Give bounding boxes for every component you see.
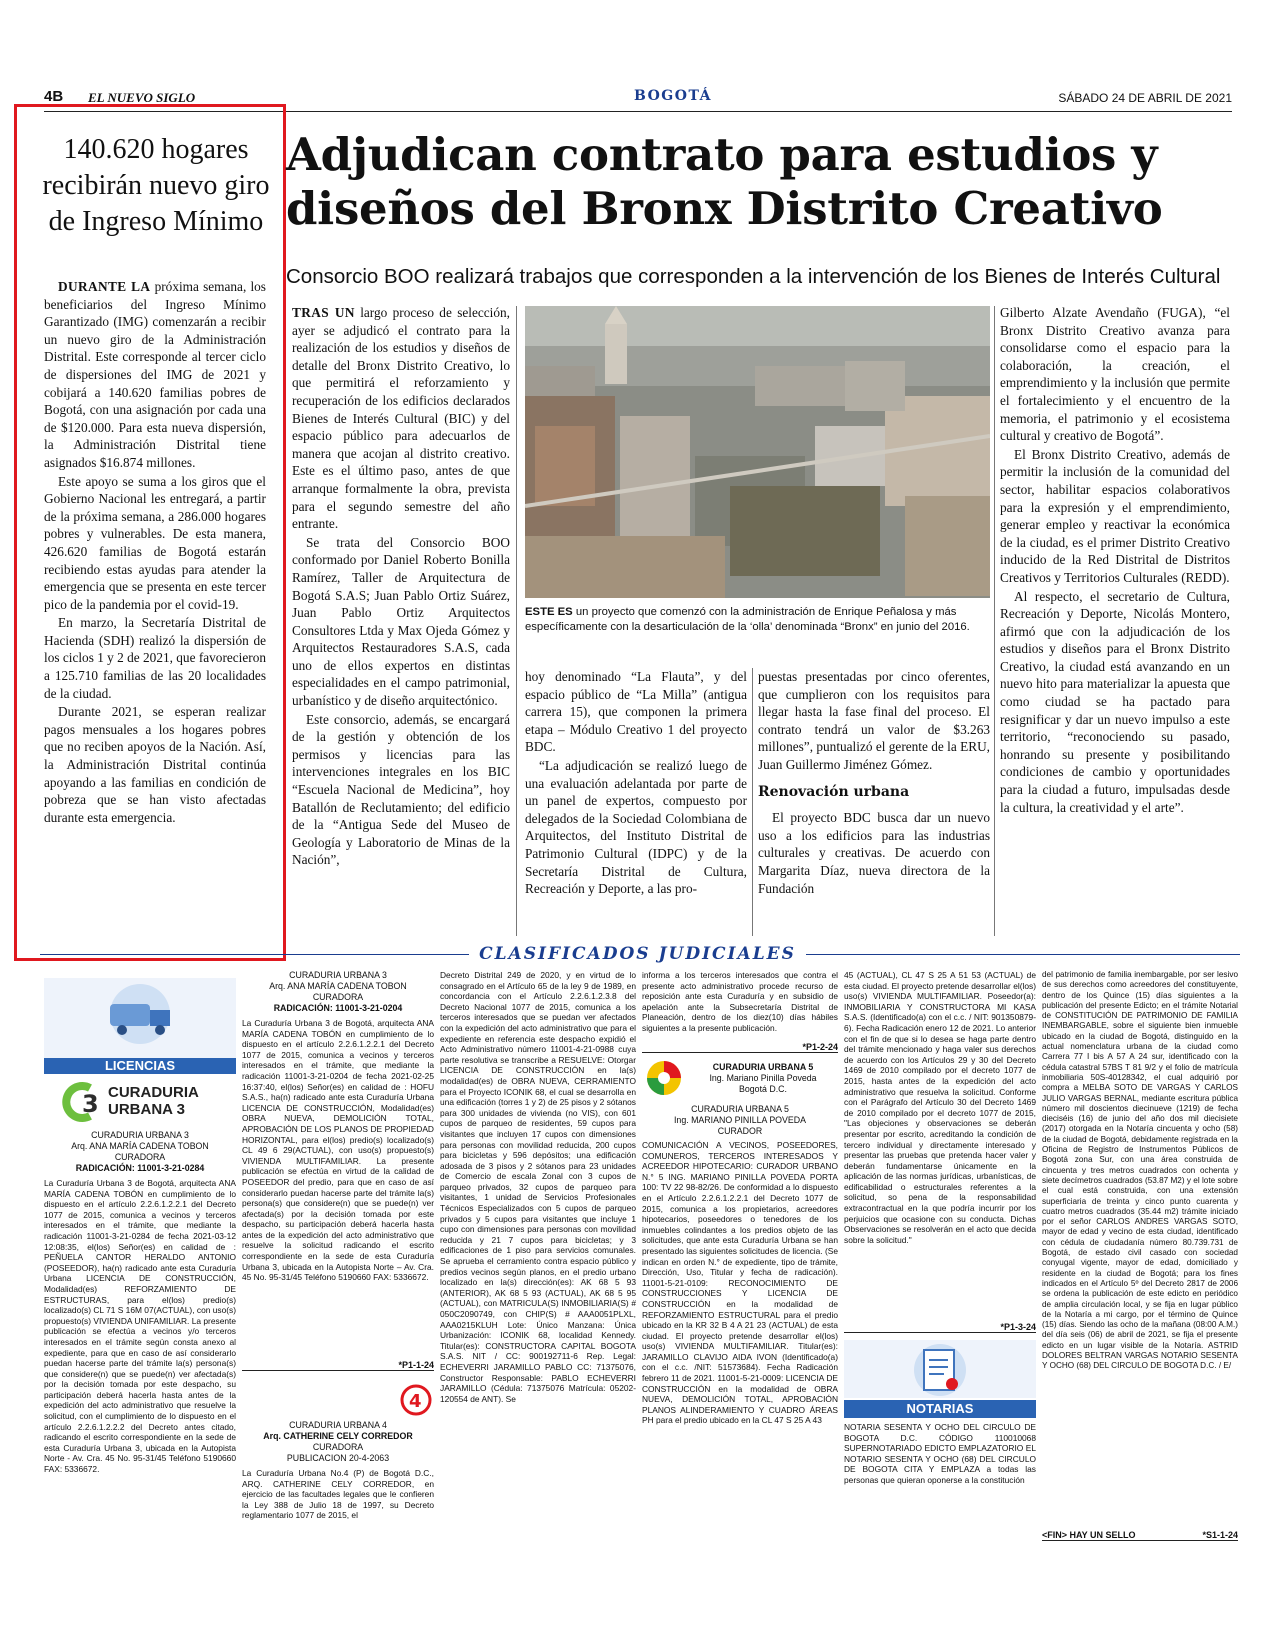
page-number: 4B — [44, 88, 64, 105]
notice-text: Decreto Distrital 249 de 2020, y en virtud de lo consagrado en el Artículo 65 de la ley 9 de 1989, en concordancia con el Artículo 2.2.6.1.2.3.8 del Decreto Nacional 1077 de 2015, comunica a los terceros interesados que se puedan ver afectados con la expedición del acto administrativo que para el expediente en referencia este despacho expidió el Acto Administrativo número 11001-4-21-0988 cuya parte resolutiva se transcribe a RESUELVE: Otorgar LICENCIA DE CONSTRUCCIÓN en la(s) modalidad(es) de OBRA NUEVA, CERRAMIENTO para el Proyecto ICONIK 68, el cual se desarrolla en una edificación (torres 1 y 2) de 25 pisos y 2 sótanos para 300 unidades de vivienda (no VIS), con 601 cupos de parqueo de residentes, 59 cupos para visitantes que incluyen 17 cupos con dimensiones para personas con movilidad reducida, 200 cupos para bicicletas y 596 depósitos; una edificación adosada de 3 pisos y 2 sótanos para 23 unidades de Comercio de escala Zonal con 3 cupos de parqueo privados, 32 cupos de parqueo para visitantes, 1 unidad de Servicios Profesionales Técnicos Especializados con 5 cupos de parqueo privados y 5 cupos para visitantes que incluye 1 cupo con dimensiones para personas con movilidad reducida y 21 7 cupos para bicicletas; y 3 edificaciones de 1 piso para servicios comunales. Se aprueba el cerramiento contra espacio público y predios vecinos según planos, en el predio urbano localizado en la(s) dirección(es): AK 68 5 93 (ANTERIOR), AK 68 5 93 (ACTUAL), AK 68 5 95 (ACTUAL), con MATRICULA(S) INMOBILIARIA(S) # 050C2090749, con CHIP(S) # AAA0051PLXL, AAA0215KLUH Lote: Único Manzana: Única Urbanización: ICONIK 68, localidad Kennedy. Titular(es): CONSTRUCTORA CAPITAL BOGOTA S.A.S. NIT / CC: 900192711-6 Rep. Legal: ECHEVERRI JARAMILLO PABLO CC: 71375076, Constructor Responsable: PABLO ECHEVERRI JARAMILLO (Cédula: 71375076 Matrícula: 05202-120554 de ANT). Se — [440, 970, 636, 1404]
notice-text: del patrimonio de familia inembargable, por ser lesivo de sus derechos como acreedores del constituyente, dentro de los Quince (15) días siguientes a la publicación del presente Edicto; en el trámite Notarial de CONSTITUCIÓN DE PATRIMONIO DE FAMILIA INEMBARGABLE, sobre el siguiente bien inmueble ubicado en la ciudad de Bogotá, distinguido en la actual nomenclatura urbana de la ciudad como Carrera 77 I bis A 57 A 24 sur, identificado con la cédula catastral 57BS T 81 9/2 y el folio de matrícula inmobiliaria 50S-40128342, el cual adquirió por compra a MELBA SOTO DE VARGAS Y CARLOS JULIO VARGAS BERNAL, mediante escritura pública número mil doscientos diecinueve (1219) de fecha dieciséis (16) de junio del año dos mil diecisiete (2017) otorgada en la Notaría cincuenta y ocho (58) de la ciudad de Bogotá, debidamente registrada en la Oficina de Registro de Instrumentos Públicos de Bogotá zona Sur, con una área construida de cincuenta y tres metros cuadrados con ochenta y siete decímetros cuadrados (53.87 M2) y el lote sobre el cual está construida, con una extensión superficiaria de treinta y cinco punto cuarenta y cuatro metros cuadrados (35.44 m2) trámite iniciado por el señor CARLOS ANDRES VARGAS SOTO, mayor de edad y vecino de esta ciudad, identificado con cédula de ciudadanía número 80.739.731 de Bogotá, de estado civil casado con sociedad conyugal vigente, mayor de edad, domiciliado y residente en la ciudad de Bogotá; para los fines indicados en el Artículo 5º del Decreto 2817 de 2006 se ordena la publicación de este edicto en periódico de amplia circulación local, y se fija en lugar público de la Notaría a mi cargo, por el término de Quince (15) días. Siendo las ocho de la mañana (08:00 A.M.) del día seis (06) de abril de 2021, se fija el presente edicto en un lugar visible de la Notaría. ASTRID DOLORES BELTRAN VARGAS NOTARIO SESENTA Y OCHO (68) DEL CIRCULO DE BOGOTA D.C. / E/ — [1042, 970, 1238, 1371]
article-subhead: Renovación urbana — [758, 783, 910, 800]
article-column-3 — [758, 668, 990, 898]
article-paragraph: Al respecto, el secretario de Cultura, Recreación y Deporte, Nicolás Montero, afirmó que con la adjudicación de los estudios y diseños para el Bronx Distrito Creativo, la ciudad está avanzando en un nuevo hito para materializar la apuesta que como ciudad se ha pactado para resignificar y dar un nuevo impulso a este territorio, “reconociendo su pasado, honrando su presente y posibilitando condiciones de cambio y oportunidades para la ciudad a futuro, impulsadas desde la cultura, la creatividad y el arte”. — [1000, 588, 1230, 815]
notarias-banner: NOTARIAS — [844, 1400, 1036, 1418]
notice-text: COMUNICACIÓN A VECINOS, POSEEDORES, COMUNEROS, TERCEROS INTERESADOS Y ACREEDOR HIPOTECARIO: CURADOR URBANO N.° 5 ING. MARIANO PINILLA POVEDA PORTA 100: TV 22 98-82/26. De conformidad a lo dispuesto en el Artículo 2.2.6.1.2.2.1 del Decreto 1077 de 2015, comunica a los propietarios, acreedores hipotecarios, poseedores o tenedores de los inmuebles colindantes a los predios objeto de las solicitudes, que ante esta Curaduría Urbana se han presentado las siguientes solicitudes de licencia. (Se indican en orden N.° de expediente, tipo de trámite, Dirección, Uso, Titular y fecha de radicación). 11001-5-21-0109: RECONOCIMIENTO DE CONSTRUCCIONES Y LICENCIA DE CONSTRUCCIÓN en la modalidad de REFORZAMIENTO ESTRUCTURAL para el predio ubicado en la KR 32 B 4 A 21 23 (ACTUAL) de esta ciudad. El proyecto pretende desarrollar el(los) uso(s) VIVIENDA MULTIFAMILIAR. Titular(es): JARAMILLO CLAVIJO AIDA IVON (Identificado(a) con el c.c. /NIT: 51573684). Fecha Radicación febrero 11 de 2021. 11001-5-21-0009: LICENCIA DE CONSTRUCCIÓN en la modalidad de OBRA NUEVA, DEMOLICIÓN TOTAL, APROBACIÓN PLANOS ALINDERAMIENTO Y CUADRO ÁREAS PH para el predio ubicado en la CL 47 S 25 A 43 — [642, 1140, 838, 1426]
newspaper-name: EL NUEVO SIGLO — [88, 90, 196, 105]
notice-reference: *S1-1-24 — [1202, 1530, 1238, 1540]
article-column-2 — [525, 668, 747, 899]
notice-text: La Curaduría Urbana No.4 (P) de Bogotá D.C., ARQ. CATHERINE CELY CORREDOR, en ejercicio de las facultades legales que le confieren la Ley 388 de Julio 18 de 1997, su Decreto reglamentario 1077 de 2015, el — [242, 1468, 434, 1521]
notice-header: CURADURIA URBANA 5 Ing. Mariano Pinilla Poveda Bogotá D.C. — [709, 1062, 817, 1094]
article-column-4 — [1000, 304, 1230, 817]
notice-text: 45 (ACTUAL), CL 47 S 25 A 51 53 (ACTUAL) de esta ciudad. El proyecto pretende desarrollar el(los) uso(s) VIVIENDA MULTIFAMILIAR. Poseedor(a): INMOBILIARIA Y CONSTRUCTORA MI KASA S.A.S. (Identificado(a) con el c.c. / NIT: 901350879-6). Fecha Radicación enero 12 de 2021. Lo anterior con el fin de que si lo desea se haga parte dentro del trámite mencionado y haga valer sus derechos de acuerdo con los Artículos 29 y 30 del Decreto 1469 de 2010 compilado por el decreto 1077 de 2015, hasta antes de la expedición del acto administrativo que resuelva la solicitud. Conforme con el Parágrafo del Artículo 30 del Decreto 1469 de 2010 compilado por el decreto 1077 de 2015, "Las objeciones y observaciones se deberán presentar por escrito, acreditando la condición de tercero individual y directamente interesado y presentar las pruebas que pretenda hacer valer y deberán fundamentarse únicamente en la aplicación de las normas jurídicas, urbanísticas, de edificabilidad o estructurales referentes a la solicitud, so pena de la responsabilidad extracontractual en la que podría incurrir por los perjuicios que ocasione con su conducta. Dichas Observaciones se resolverán en el acto que decida sobre la solicitud." — [844, 970, 1036, 1245]
c3-logo-text: CURADURIA URBANA 3 — [108, 1084, 199, 1118]
notice-header: CURADURIA URBANA 3 Arq. ANA MARÍA CADENA TOBON CURADORA RADICACIÓN: 11001-3-21-0284 — [71, 1130, 209, 1173]
sidebar-paragraph: Durante 2021, se esperan realizar pagos mensuales a los hogares pobres que no reciben apoyos de la Nación. Así, la Administración Distrital continúa apoyando a las familias en condición de pobreza que se han visto afectadas durante esta emergencia. — [44, 704, 266, 825]
mixer-truck-icon — [44, 978, 236, 1058]
svg-text:4: 4 — [409, 1391, 422, 1412]
sidebar-lead: DURANTE LA — [58, 279, 151, 294]
article-lead: TRAS UN — [292, 305, 355, 320]
sidebar-body — [44, 278, 266, 827]
classifieds-title: CLASIFICADOS JUDICIALES — [0, 944, 1275, 964]
article-paragraph: “La adjudicación se realizó luego de una evaluación adelantada por parte de un panel de expertos, compuesto por delegados de la Sociedad Colombiana de Arquitectos, del Instituto Distrital de Patrimonio Cultural (IDPC) y de la Secretaría Distrital de Cultura, Recreación y Deporte, a las pro- — [525, 757, 747, 897]
notice-text: NOTARIA SESENTA Y OCHO DEL CIRCULO DE BOGOTA D.C. CÓDIGO 110010068 SUPERNOTARIADO EDICTO EMPLAZATORIO EL NOTARIO SESENTA Y OCHO (68) DEL CIRCULO DE BOGOTA CITA Y EMPLAZA a todas las personas que quieran oponerse a la constitución — [844, 1422, 1036, 1485]
article-paragraph: Este consorcio, además, se encargará de la gestión y obtención de los permisos y licencias para las intervenciones integrales en los BIC “Escuela Nacional de Medicina”, hoy Batallón de Reclutamiento; del edificio de la “Antigua Sede del Museo de Geología y Laboratorio de Minas de la Nación”, — [292, 711, 510, 868]
notice-header: CURADURIA URBANA 4 Arq. CATHERINE CELY CORREDOR CURADORA PUBLICACION 20-4-2063 — [263, 1420, 413, 1463]
c4-logo-icon — [400, 1384, 432, 1416]
article-column-1 — [292, 304, 510, 870]
notice-reference: *P1-3-24 — [844, 1322, 1036, 1333]
notice-text: La Curaduría Urbana 3 de Bogotá, arquitecta ANA MARÍA CADENA TOBÓN en cumplimiento de lo dispuesto en el artículo 2.2.6.1.2.2.1 del Decreto 1077 de 2015, comunica a vecinos y terceros interesados en el trámite, que mediante la radicación 11001-3-21-0204 de fecha 2021-02-25 16:37:40, el(los) Señor(es) en calidad de : HOFU S.A.S., ha(n) radicado ante esta Curaduría Urbana LICENCIA DE CONSTRUCCIÓN, Modalidad(es) OBRA NUEVA, DEMOLICIÓN TOTAL, APROBACIÓN DE LOS PLANOS DE PROPIEDAD HORIZONTAL, para el(los) predio(s) localizado(s) CL 49 6 29(ACTUAL), con uso(s) propuesto(s) VIVIENDA MULTIFAMILIAR. La presente publicación se efectúa en virtud de la calidad de POSEEDOR del predio, para que en caso de así considerarlo puedan hacerse parte del trámite la(s) persona(s) que considere(n) que se puede(n) ver afectada(s) por la decisión tomada por este despacho, su participación deberá hacerla hasta antes de la expedición del acto administrativo que resuelve la solicitud radicando el escrito correspondiente en la sede de esta Curaduría Urbana 3, ubicada en la Autopista Norte – Av. Cra. 45 No. 95-31/45 Teléfono 5190660 FAX: 5336672. — [242, 1018, 434, 1283]
notice-text: La Curaduría Urbana 3 de Bogotá, arquitecta ANA MARÍA CADENA TOBÓN en cumplimiento de lo dispuesto en el artículo 2.2.6.1.2.2.1 del Decreto 1077 de 2015, comunica a vecinos y terceros interesados en el trámite, que mediante la radicación 11001-3-21-0284 de fecha 2021-03-12 12:08:35, el(los) Señor(es) en calidad de : PEÑUELA CANTOR HERALDO ANTONIO (POSEEDOR), ha(n) radicado ante esta Curaduría Urbana LICENCIA DE CONSTRUCCIÓN, Modalidad(es) REFORZAMIENTO DE ESTRUCTURAS, para el(los) predio(s) localizado(s) CL 71 S 16M 07(ACTUAL), con uso(s) propuesto(s) VIVIENDA UNIFAMILIAR. La presente publicación se efectúa a vecinos y/o terceros interesados en el trámite según consta anexo al expediente, para que en caso de así considerarlo puedan hacerse parte del trámite la(s) persona(s) que considere(n) que se puede(n) ver afectada(s) por la decisión tomada por este despacho, su participación deberá hacerla hasta antes de la expedición del acto administrativo que resuelve la solicitud, con el cumplimiento de lo dispuesto en el artículo 2.2.6.1.2.2.2 del Decreto antes citado, radicando el escrito correspondiente en la sede de esta Curaduría Urbana 3, ubicada en la Autopista Norte - Av. Cra. 45 No. 95-31/45 Teléfono 5190660 FAX: 5336672. — [44, 1178, 236, 1475]
article-paragraph: Gilberto Alzate Avendaño (FUGA), “el Bronx Distrito Creativo avanza para consolidarse como el espacio para la colaboración, la creación, el emprendimiento y la inclusión que permite el fortalecimiento y el encuentro de la memoria, el patrimonio y el ecosistema cultural y creativo de Bogotá”. — [1000, 305, 1230, 444]
column-divider — [752, 668, 753, 936]
article-photo — [525, 306, 990, 598]
article-deck: Consorcio BOO realizará trabajos que corresponden a la intervención de los Bienes de Interés Cultural — [286, 265, 1221, 288]
mixer-truck-illustration — [44, 978, 236, 1058]
sidebar-paragraph: En marzo, la Secretaría Distrital de Hacienda (SDH) realizó la dispersión de los ciclos 1 y 2 de 2021, que favorecieron a 125.710 familias de las 20 localidades de la ciudad. — [44, 615, 266, 701]
article-paragraph: Se trata del Consorcio BOO conformado por Daniel Roberto Bonilla Ramírez, Taller de Arquitectura de Bogotá S.A.S; Juan Pablo Ortiz Suárez, Juan Pablo Ortiz Arquitectos Consultores Ltda y Max Ojeda Gómez y Arquitectos Restauradores S.A.S, cada uno de ellos expertos en distintas especialidades en el campo patrimonial, urbanístico y de diseño arquitectónico. — [292, 534, 510, 709]
issue-date: SÁBADO 24 DE ABRIL DE 2021 — [1058, 91, 1232, 105]
curaduria-3-logo — [60, 1080, 230, 1126]
caption-lead: ESTE ES — [525, 606, 573, 618]
curaduria-5-logo — [644, 1058, 684, 1098]
c5-logo-icon — [644, 1058, 684, 1098]
document-stamp-icon — [844, 1340, 1036, 1398]
notice-end: <FIN> HAY UN SELLO *S1-1-24 — [1042, 1530, 1238, 1540]
article-paragraph: hoy denominado “La Flauta”, y del espacio público de “La Milla” (antigua carrera 15), que componen la primera etapa – Módulo Creativo 1 del proyecto BDC. — [525, 669, 747, 755]
notary-document-illustration — [844, 1340, 1036, 1398]
sidebar-paragraph: DURANTE LA próxima semana, los beneficiarios del Ingreso Mínimo Garantizado (IMG) comenzarán a recibir un nuevo giro de la Administración Distrital. Este corresponde al tercer ciclo de dispersiones del IMG de 2021 y cobijará a 140.620 familias pobres de Bogotá, con una asignación por cada una de $120.000. Para esta nueva dispersión, la Administración Distrital tiene asignados $16.874 millones. — [44, 279, 266, 470]
bronx-aerial-photo — [525, 306, 990, 598]
photo-caption: ESTE ES un proyecto que comenzó con la administración de Enrique Peñalosa y más específicamente con la desarticulación de la ‘olla’ denominada “Bronx” en junio del 2016. — [525, 606, 970, 633]
sidebar-paragraph: Este apoyo se suma a los giros que el Gobierno Nacional les entregará, a partir de la próxima semana, a 286.000 hogares pobres y vulnerables. De esta manera, 426.620 familias de Bogotá estarán recibiendo estas ayudas para atender la emergencia que se presenta en este tercer pico de la pandemia por el covid-19. — [44, 473, 266, 612]
notice-reference: *P1-1-24 — [242, 1360, 434, 1371]
article-headline: Adjudican contrato para estudios y diseños del Bronx Distrito Creativo — [286, 128, 1163, 235]
article-paragraph: El Bronx Distrito Creativo, además de permitir la inclusión de la comunidad del sector, habilitar espacios colaborativos para la expresión y el emprendimiento, generar empleo y reactivar la económica de la ciudad, es el primer Distrito Creativo inducido de la Red Distrital de Distritos Creativos y Territorios Culturales (REDD). — [1000, 446, 1230, 585]
licencias-banner: LICENCIAS — [44, 1058, 236, 1074]
article-paragraph: puestas presentadas por cinco oferentes, que cumplieron con los requisitos para llegar hasta la fase final del proceso. El contrato tendrá un valor de $3.263 millones”, puntualizó el gerente de la ERU, Juan Guillermo Jiménez Gómez. — [758, 669, 990, 772]
c3-logo-icon — [60, 1080, 104, 1124]
notice-reference: *P1-2-24 — [642, 1042, 838, 1053]
sidebar-title: 140.620 hogares recibirán nuevo giro de Ingreso Mínimo — [42, 134, 270, 237]
column-divider — [516, 306, 517, 936]
notice-text: informa a los terceros interesados que contra el presente acto administrativo procede recurso de reposición ante esta Curaduría y en subsidio de apelación ante la Subsecretaría Distrital de Planeación, dentro de los diez(10) días hábiles siguientes a la presente publicación. — [642, 970, 838, 1033]
column-divider — [994, 306, 995, 936]
curaduria-4-logo — [400, 1384, 432, 1416]
section-name: BOGOTÁ — [634, 88, 712, 104]
notice-header: CURADURIA URBANA 3 Arq. ANA MARÍA CADENA TOBON CURADORA RADICACIÓN: 11001-3-21-0204 — [269, 970, 407, 1013]
article-paragraph: TRAS UN largo proceso de selección, ayer se adjudicó el contrato para la realización de los estudios y diseños de detalle del Bronx Distrito Creativo, lo que permitirá el reforzamiento y recuperación de los edificios declarados Bienes de Interés Cultural (BIC) y del espacio público para adecuarlos de manera que acojan al distrito creativo. Este es el último paso, antes de que arranque formalmente la obra, prevista para el segundo semestre del año entrante. — [292, 305, 510, 532]
svg-text:3: 3 — [82, 1090, 99, 1118]
article-paragraph: El proyecto BDC busca dar un nuevo uso a los edificios para las industrias culturales y creativas. De acuerdo con Margarita Díaz, nueva directora de la Fundación — [758, 810, 990, 896]
notice-header: CURADURIA URBANA 5 Ing. MARIANO PINILLA POVEDA CURADOR — [673, 1104, 806, 1136]
